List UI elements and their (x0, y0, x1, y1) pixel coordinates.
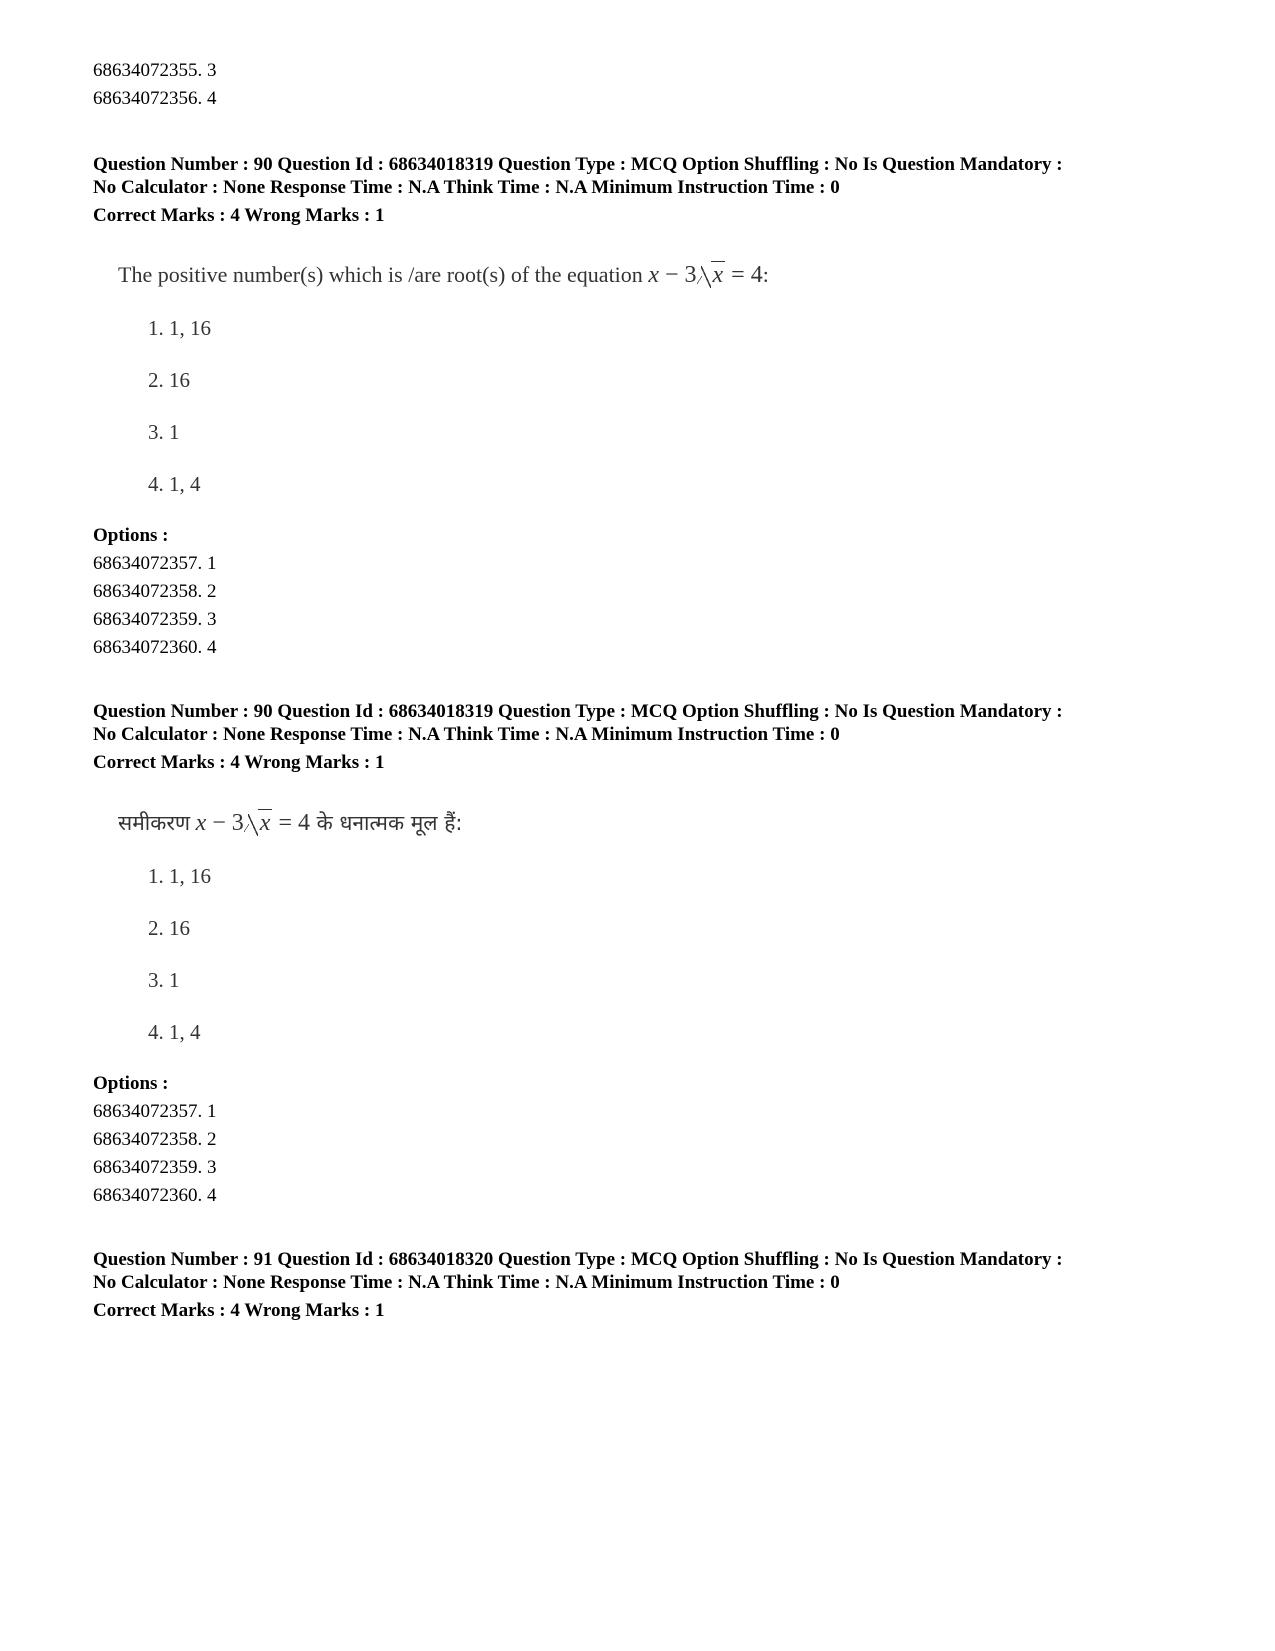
question-header-line2: No Calculator : None Response Time : N.A Think Time : N.A Minimum Instruction Time : 0 (93, 177, 840, 198)
options-label: Options : (93, 525, 169, 546)
question-header-line1: Question Number : 91 Question Id : 68634018320 Question Type : MCQ Option Shuffling : No Is Question Mandatory : (93, 1249, 1063, 1270)
choice-item: 3. 1 (148, 968, 180, 992)
choice-item: 4. 1, 4 (148, 1020, 201, 1044)
marks-line: Correct Marks : 4 Wrong Marks : 1 (93, 752, 385, 773)
question-stem (118, 810, 462, 836)
radicand: x (259, 810, 271, 836)
sqrt-symbol (244, 810, 273, 836)
option-line: 68634072357. 1 (93, 1101, 217, 1122)
question-header-line1: Question Number : 90 Question Id : 68634018319 Question Type : MCQ Option Shuffling : No Is Question Mandatory : (93, 701, 1063, 722)
choice-item: 4. 1, 4 (148, 472, 201, 496)
choice-item: 1. 1, 16 (148, 316, 211, 340)
option-line: 68634072358. 2 (93, 1129, 217, 1150)
equation-rhs: = 4 (272, 810, 310, 836)
option-line: 68634072356. 4 (93, 88, 217, 109)
equation-var: x (648, 262, 659, 288)
option-line: 68634072360. 4 (93, 1185, 217, 1206)
question-header-line1: Question Number : 90 Question Id : 68634018319 Question Type : MCQ Option Shuffling : No Is Question Mandatory : (93, 154, 1063, 175)
marks-line: Correct Marks : 4 Wrong Marks : 1 (93, 1300, 385, 1321)
choice-item: 3. 1 (148, 420, 180, 444)
options-label: Options : (93, 1073, 169, 1094)
option-line: 68634072357. 1 (93, 553, 217, 574)
choice-item: 2. 16 (148, 368, 190, 392)
option-line: 68634072355. 3 (93, 60, 217, 81)
radicand: x (712, 262, 724, 288)
equation-trail: के धनात्मक मूल हैं: (310, 811, 463, 835)
equation-coeff: − 3 (658, 262, 697, 288)
equation-var: x (195, 810, 207, 836)
choice-item: 1. 1, 16 (148, 864, 211, 888)
choice-item: 2. 16 (148, 916, 190, 940)
equation-rhs: = 4 (725, 262, 763, 288)
question-stem (118, 262, 769, 288)
option-line: 68634072359. 3 (93, 609, 217, 630)
question-header-line2: No Calculator : None Response Time : N.A Think Time : N.A Minimum Instruction Time : 0 (93, 724, 840, 745)
question-text: समीकरण (118, 811, 191, 835)
option-line: 68634072359. 3 (93, 1157, 217, 1178)
equation-trail: : (762, 262, 769, 287)
sqrt-symbol (697, 262, 726, 288)
option-line: 68634072358. 2 (93, 581, 217, 602)
question-header-line2: No Calculator : None Response Time : N.A Think Time : N.A Minimum Instruction Time : 0 (93, 1272, 840, 1293)
equation-coeff: − 3 (206, 810, 244, 836)
marks-line: Correct Marks : 4 Wrong Marks : 1 (93, 205, 385, 226)
option-line: 68634072360. 4 (93, 637, 217, 658)
question-text: The positive number(s) which is /are root(s) of the equation (118, 262, 643, 287)
